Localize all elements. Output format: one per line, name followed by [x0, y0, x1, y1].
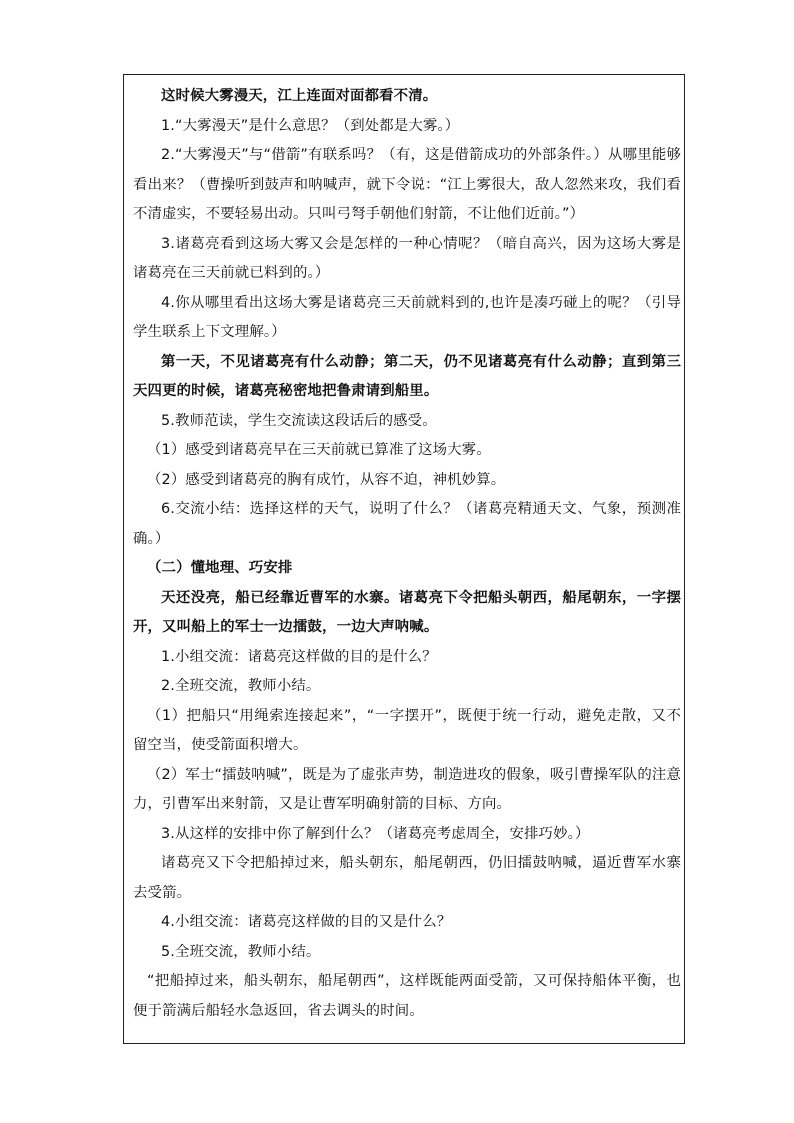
paragraph: （2）军士“擂鼓呐喊”，既是为了虚张声势，制造进攻的假象，吸引曹操军队的注意力，引曹军出来射箭，又是让曹军明确射箭的目标、方向。 — [133, 766, 681, 812]
paragraph: “把船掉过来，船头朝东，船尾朝西”，这样既能两面受箭，又可保持船体平衡，也便于箭满后船轻水急返回，省去调头的时间。 — [133, 973, 681, 1019]
paragraph: 第一天，不见诸葛亮有什么动静；第二天，仍不见诸葛亮有什么动静；直到第三天四更的时候，诸葛亮秘密地把鲁肃请到船里。 — [133, 353, 681, 399]
paragraph: 6.交流小结：选择这样的天气，说明了什么？（诸葛亮精通天文、气象，预测准确。） — [133, 501, 681, 547]
paragraph: 诸葛亮又下令把船掉过来，船头朝东，船尾朝西，仍旧擂鼓呐喊，逼近曹军水寨去受箭。 — [133, 855, 681, 901]
paragraph: 天还没亮，船已经靠近曹军的水寨。诸葛亮下令把船头朝西，船尾朝东，一字摆开，又叫船上的军士一边擂鼓，一边大声呐喊。 — [133, 589, 681, 635]
paragraph: （2）感受到诸葛亮的胸有成竹，从容不迫，神机妙算。 — [147, 471, 506, 488]
paragraph: （1）感受到诸葛亮早在三天前就已算准了这场大雾。 — [147, 442, 491, 458]
paragraph: 1.小组交流：诸葛亮这样做的目的是什么？ — [161, 648, 437, 665]
paragraph: 3.从这样的安排中你了解到什么？（诸葛亮考虑周全，安排巧妙。） — [161, 825, 590, 842]
paragraph: 2.“大雾漫天”与“借箭”有联系吗？（有，这是借箭成功的外部条件。）从哪里能够看出来？（曹操听到鼓声和呐喊声，就下令说：“江上雾很大，敌人忽然来攻，我们看不清虚实，不要轻易出动。只叫弓弩手朝他们射箭，不让他们近前。”） — [133, 147, 681, 222]
paragraph: 这时候大雾漫天，江上连面对面都看不清。 — [161, 88, 438, 104]
section-heading: （二）懂地理、巧安排 — [147, 560, 293, 576]
document-content — [133, 82, 681, 1026]
paragraph: 5.教师范读，学生交流读这段话后的感受。 — [161, 412, 437, 429]
paragraph: （1）把船只“用绳索连接起来”，“一字摆开”，既便于统一行动，避免走散，又不留空当，使受箭面积增大。 — [133, 707, 681, 753]
paragraph: 1.“大雾漫天”是什么意思？（到处都是大雾。） — [161, 117, 460, 134]
paragraph: 4.你从哪里看出这场大雾是诸葛亮三天前就料到的,也许是凑巧碰上的呢？（引导学生联系上下文理解。） — [133, 294, 681, 340]
document-table-cell — [123, 74, 685, 1044]
paragraph: 2.全班交流，教师小结。 — [161, 678, 321, 694]
paragraph: 3.诸葛亮看到这场大雾又会是怎样的一种心情呢？（暗自高兴，因为这场大雾是诸葛亮在三天前就已料到的。） — [133, 235, 681, 281]
paragraph: 5.全班交流，教师小结。 — [161, 943, 321, 960]
paragraph: 4.小组交流：诸葛亮这样做的目的又是什么？ — [161, 914, 452, 930]
